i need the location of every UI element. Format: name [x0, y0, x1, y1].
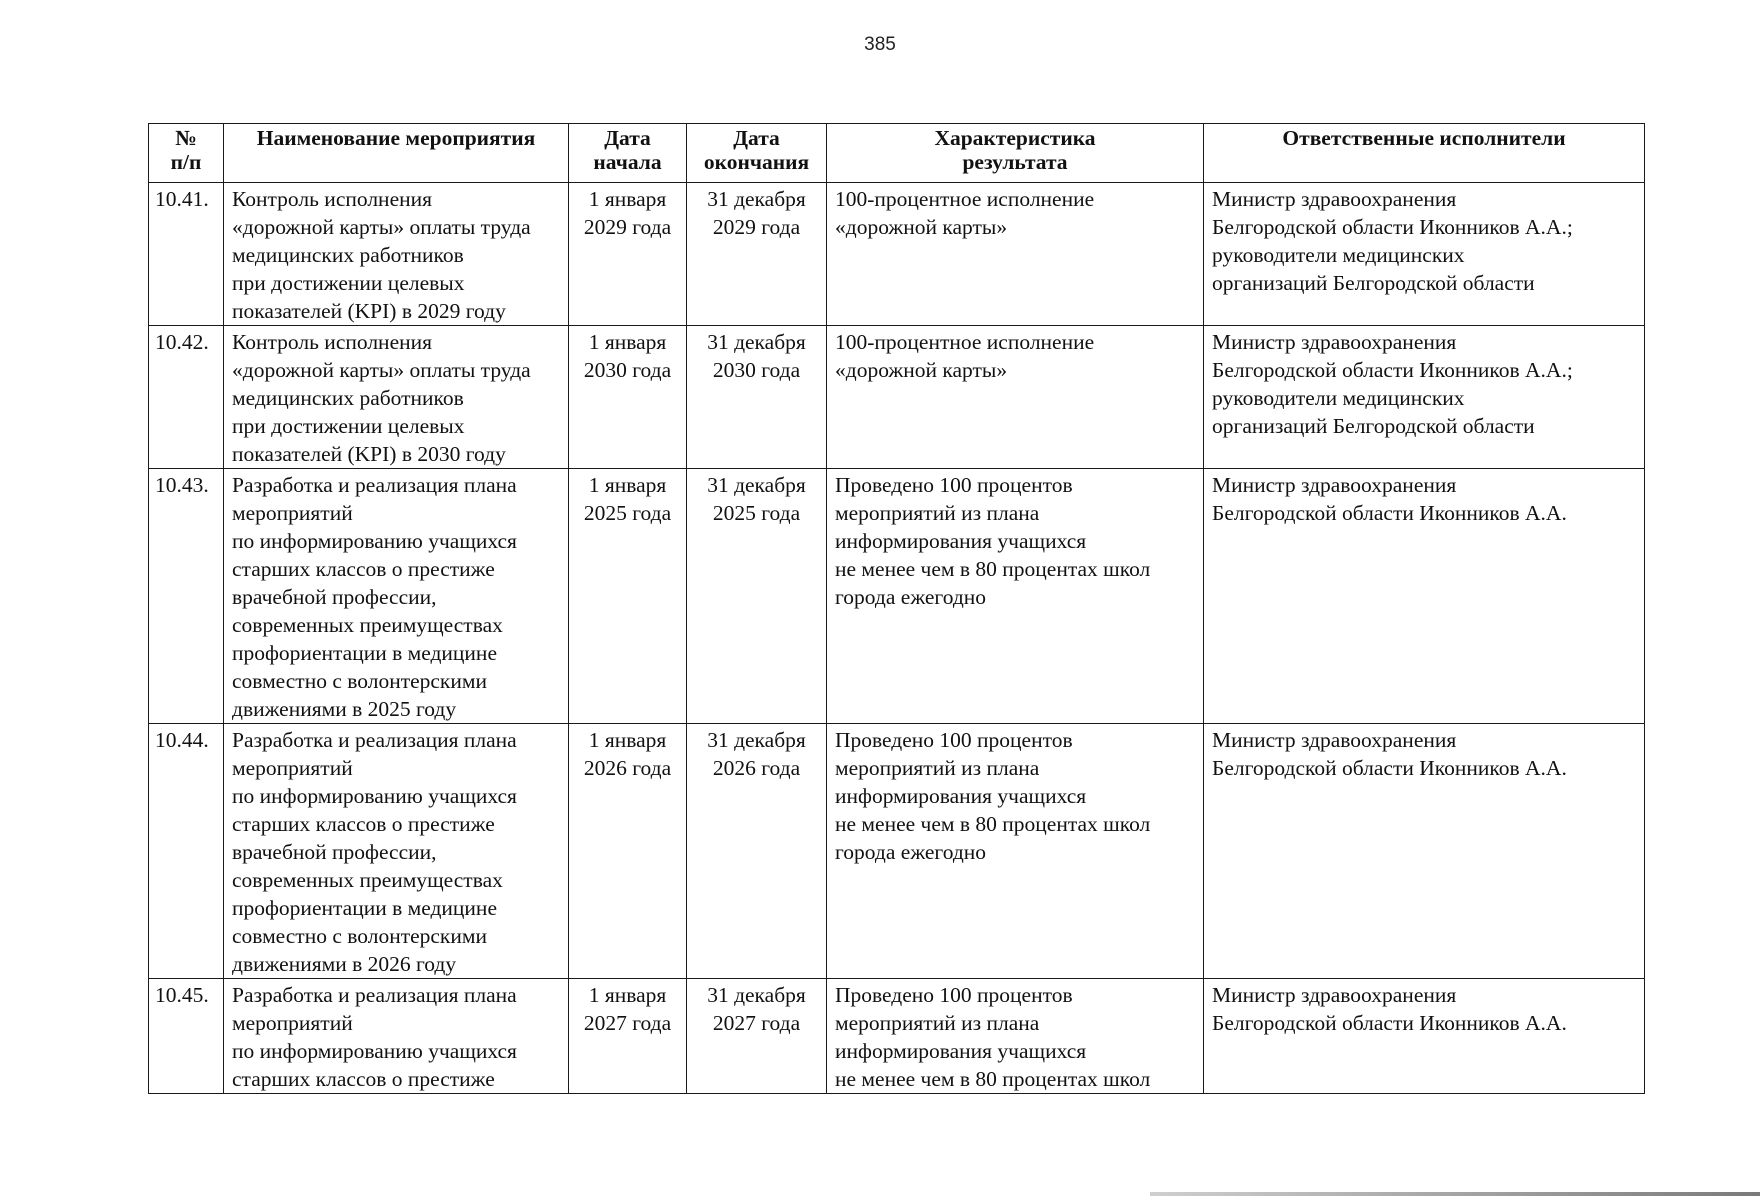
cell-result: Проведено 100 процентов мероприятий из плана информирования учащихся не менее чем в 80 процентах школ	[827, 979, 1204, 1094]
header-start-date: Дата начала	[569, 124, 687, 183]
cell-name: Разработка и реализация плана мероприятий по информированию учащихся старших классов о престиже врачебной профессии, современных преимуществах профориентации в медицине совместно с волонтерскими движениями в 2025 году	[224, 469, 569, 724]
cell-num: 10.43.	[149, 469, 224, 724]
table-row	[149, 183, 1645, 326]
cell-start-date: 1 января 2026 года	[569, 724, 687, 979]
cell-end-date: 31 декабря 2029 года	[687, 183, 827, 326]
cell-result: 100-процентное исполнение «дорожной карты»	[827, 326, 1204, 469]
header-num: № п/п	[149, 124, 224, 183]
table-header-row	[149, 124, 1645, 183]
header-name: Наименование мероприятия	[224, 124, 569, 183]
header-responsible: Ответственные исполнители	[1204, 124, 1645, 183]
cell-num: 10.44.	[149, 724, 224, 979]
cell-start-date: 1 января 2025 года	[569, 469, 687, 724]
cell-name: Контроль исполнения «дорожной карты» оплаты труда медицинских работников при достижении целевых показателей (KPI) в 2029 году	[224, 183, 569, 326]
cell-result: 100-процентное исполнение «дорожной карты»	[827, 183, 1204, 326]
cell-num: 10.41.	[149, 183, 224, 326]
cell-responsible: Министр здравоохранения Белгородской области Иконников А.А.	[1204, 724, 1645, 979]
cell-num: 10.42.	[149, 326, 224, 469]
cell-result: Проведено 100 процентов мероприятий из плана информирования учащихся не менее чем в 80 процентах школ города ежегодно	[827, 469, 1204, 724]
table-row	[149, 979, 1645, 1094]
header-result: Характеристика результата	[827, 124, 1204, 183]
cell-name: Разработка и реализация плана мероприятий по информированию учащихся старших классов о престиже	[224, 979, 569, 1094]
cell-end-date: 31 декабря 2025 года	[687, 469, 827, 724]
cell-responsible: Министр здравоохранения Белгородской области Иконников А.А.; руководители медицинских организаций Белгородской области	[1204, 326, 1645, 469]
cell-end-date: 31 декабря 2027 года	[687, 979, 827, 1094]
page-number: 385	[864, 34, 896, 55]
scan-edge-line	[1150, 1192, 1760, 1196]
cell-name: Контроль исполнения «дорожной карты» оплаты труда медицинских работников при достижении целевых показателей (KPI) в 2030 году	[224, 326, 569, 469]
cell-start-date: 1 января 2029 года	[569, 183, 687, 326]
cell-responsible: Министр здравоохранения Белгородской области Иконников А.А.	[1204, 979, 1645, 1094]
cell-responsible: Министр здравоохранения Белгородской области Иконников А.А.	[1204, 469, 1645, 724]
cell-start-date: 1 января 2030 года	[569, 326, 687, 469]
cell-end-date: 31 декабря 2026 года	[687, 724, 827, 979]
cell-result: Проведено 100 процентов мероприятий из плана информирования учащихся не менее чем в 80 процентах школ города ежегодно	[827, 724, 1204, 979]
table-row	[149, 724, 1645, 979]
activities-table	[148, 123, 1645, 1094]
cell-end-date: 31 декабря 2030 года	[687, 326, 827, 469]
table-row	[149, 326, 1645, 469]
cell-start-date: 1 января 2027 года	[569, 979, 687, 1094]
cell-name: Разработка и реализация плана мероприятий по информированию учащихся старших классов о престиже врачебной профессии, современных преимуществах профориентации в медицине совместно с волонтерскими движениями в 2026 году	[224, 724, 569, 979]
cell-num: 10.45.	[149, 979, 224, 1094]
cell-responsible: Министр здравоохранения Белгородской области Иконников А.А.; руководители медицинских организаций Белгородской области	[1204, 183, 1645, 326]
header-end-date: Дата окончания	[687, 124, 827, 183]
table-row	[149, 469, 1645, 724]
